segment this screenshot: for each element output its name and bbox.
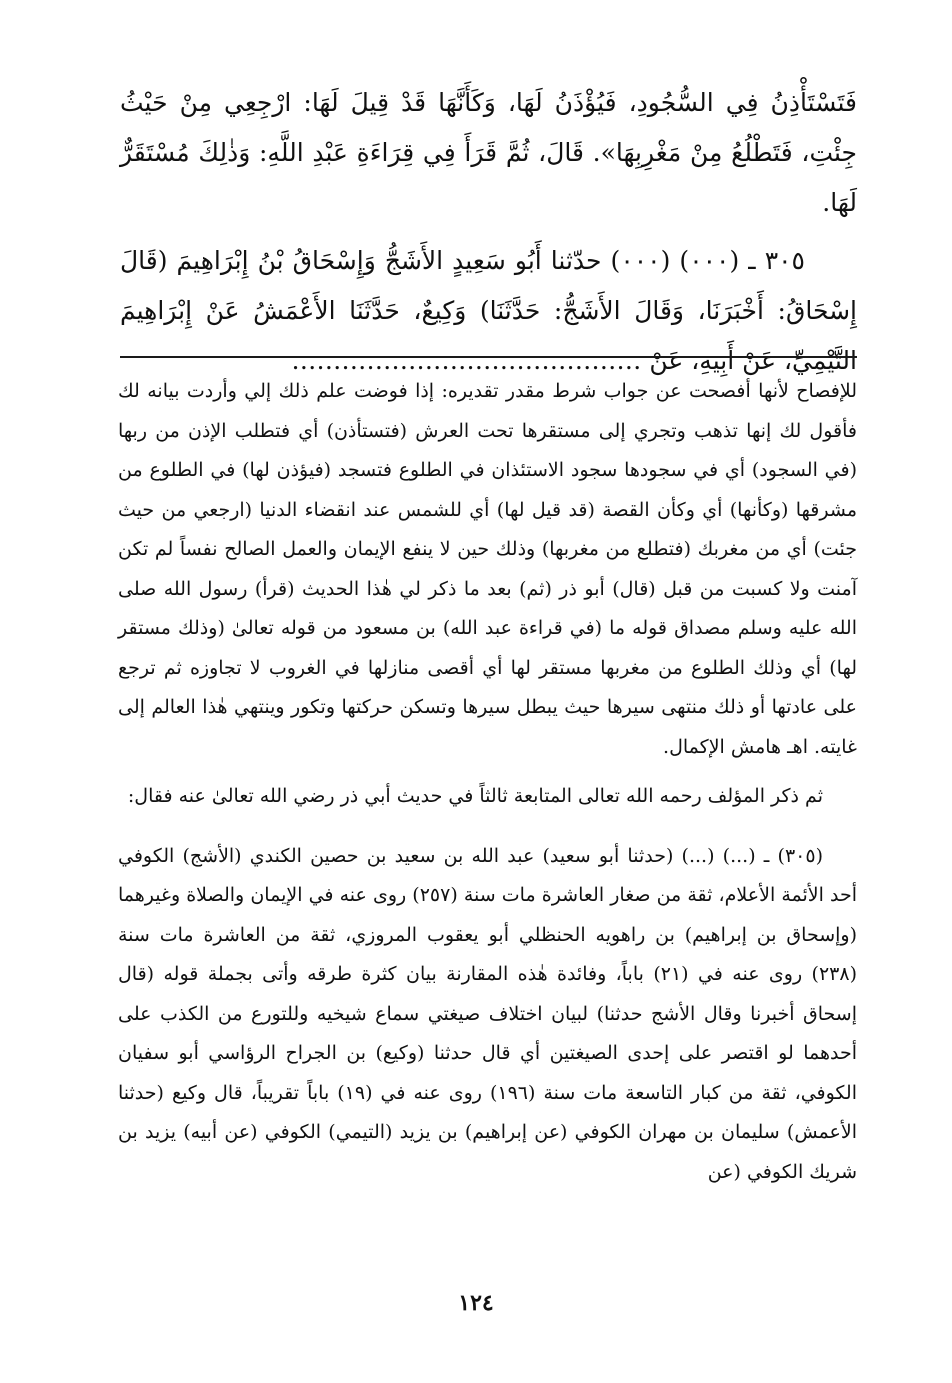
- page-number: ١٢٤: [458, 1290, 494, 1316]
- commentary-block: [118, 372, 857, 1192]
- hadith-continuation: فَتَسْتَأْذِنُ فِي السُّجُودِ، فَيُؤْذَنُ لَهَا، وَكَأَنَّهَا قَدْ قِيلَ لَهَا: ارْجِعِي مِنْ حَيْثُ جِئْتِ، فَتَطْلُعُ مِنْ مَغْرِبِهَا». قَالَ، ثُمَّ قَرَأَ فِي قِرَاءَةِ عَبْدِ اللَّهِ: وَذٰلِكَ مُسْتَقَرٌّ لَهَا.: [120, 88, 857, 217]
- hadith-dots: ……………………………………: [291, 346, 642, 375]
- commentary-paragraph-2: ثم ذكر المؤلف رحمه الله تعالى المتابعة ثالثاً في حديث أبي ذر رضي الله تعالىٰ عنه فقال:: [127, 785, 823, 807]
- commentary-paragraph-1: للإفصاح لأنها أفصحت عن جواب شرط مقدر تقديره: إذا فوضت علم ذلك إلي وأردت بيانه لك فأقول لك إنها تذهب وتجري إلى مستقرها تحت العرش (فتستأذن) أي فتطلب الإذن من ربها (في السجود) أي في سجودها سجود الاستئذان في الطلوع فتسجد (فيؤذن لها) في الطلوع من مشرقها (وكأنها) أي وكأن القصة (قد قيل لها) أي للشمس عند انقضاء الدنيا (ارجعي من حيث جئت) أي من مغربك (فتطلع من مغربها) وذلك حين لا ينفع الإيمان والعمل الصالح نفساً لم تكن آمنت ولا كسبت من قبل (قال) أبو ذر (ثم) بعد ما ذكر لي هٰذا الحديث (قرأ) رسول الله صلى الله عليه وسلم مصداق قوله ما (في قراءة عبد الله) بن مسعود من قوله تعالىٰ (وذلك مستقر لها) أي وذلك الطلوع من مغربها مستقر لها أي أقصى منازلها في الغروب لا تجاوزه ثم ترجع على عادتها أو ذلك منتهى سيرها حيث يبطل سيرها وتسكن حركتها وتكور وينتهي هٰذا العالم إلى غايته. اهـ هامش الإكمال.: [118, 380, 857, 758]
- hadith-chain-paragraph: [120, 236, 857, 386]
- commentary-paragraph-3: (٣٠٥) ـ (...) (...) (حدثنا أبو سعيد) عبد الله بن سعيد بن حصين الكندي (الأشج) الكوفي أحد الأئمة الأعلام، ثقة من صغار العاشرة مات سنة (٢٥٧) روى عنه في الإيمان والصلاة وغيرهما (وإسحاق بن إبراهيم) بن راهويه الحنظلي أبو يعقوب المروزي، ثقة من العاشرة مات سنة (٢٣٨) روى عنه في (٢١) باباً، وفائدة هٰذه المقارنة بيان كثرة طرقه وأتى بجملة قوله (قال إسحاق أخبرنا وقال الأشج حدثنا) لبيان اختلاف صيغتي سماع شيخيه وللتورع من الكذب على أحدهما لو اقتصر على إحدى الصيغتين أي قال حدثنا (وكيع) بن الجراح الرؤاسي أبو سفيان الكوفي، ثقة من كبار التاسعة مات سنة (١٩٦) روى عنه في (١٩) باباً تقريباً، قال وكيع (حدثنا الأعمش) سليمان بن مهران الكوفي (عن إبراهيم) بن يزيد (التيمي) الكوفي (عن أبيه) يزيد بن شريك الكوفي (عن: [118, 844, 857, 1183]
- footnote-separator: [120, 356, 857, 358]
- hadith-text-block: [120, 78, 857, 386]
- hadith-number: ٣٠٥ ـ (٠٠٠) (٠٠٠): [610, 246, 805, 275]
- hadith-chain: حدّثنا أَبُو سَعِيدٍ الأَشَجُّ وَإِسْحَاقُ بْنُ إِبْرَاهِيمَ (قَالَ إِسْحَاقُ: أَخْبَرَنَا، وَقَالَ الأَشَجُّ: حَدَّثَنَا) وَكِيعٌ، حَدَّثَنَا الأَعْمَشُ عَنْ إِبْرَاهِيمَ التَّيْمِيِّ، عَنْ أَبِيهِ، عَنْ: [120, 246, 857, 375]
